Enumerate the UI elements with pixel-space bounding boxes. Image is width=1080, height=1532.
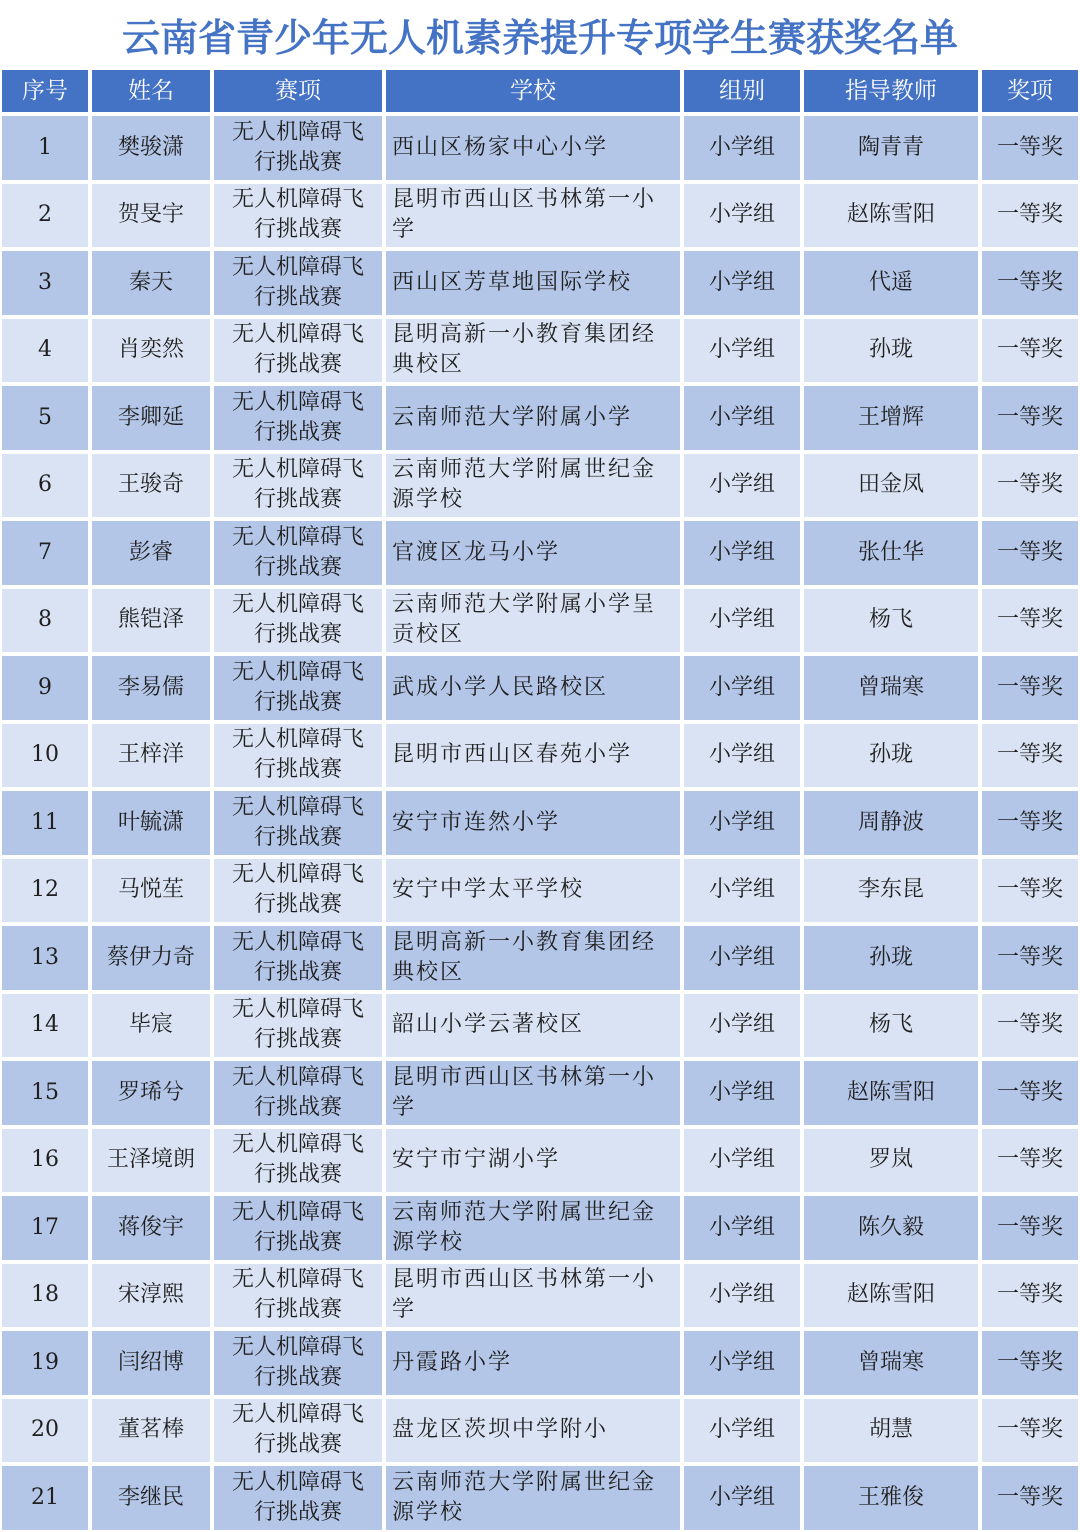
cell-event: 无人机障碍飞行挑战赛 bbox=[212, 1059, 384, 1127]
header-cell-name: 姓名 bbox=[90, 68, 212, 114]
cell-school: 昆明市西山区书林第一小学 bbox=[384, 1059, 682, 1127]
table-row bbox=[0, 992, 1080, 1060]
cell-teacher: 王增辉 bbox=[802, 384, 980, 452]
cell-group: 小学组 bbox=[682, 1127, 802, 1195]
table-header-row bbox=[0, 68, 1080, 114]
cell-school: 云南师范大学附属世纪金源学校 bbox=[384, 1464, 682, 1532]
cell-name: 蒋俊宇 bbox=[90, 1194, 212, 1262]
cell-name: 王泽境朗 bbox=[90, 1127, 212, 1195]
cell-school: 官渡区龙马小学 bbox=[384, 519, 682, 587]
cell-number: 19 bbox=[0, 1329, 90, 1397]
cell-group: 小学组 bbox=[682, 452, 802, 520]
cell-name: 李继民 bbox=[90, 1464, 212, 1532]
cell-school: 武成小学人民路校区 bbox=[384, 654, 682, 722]
cell-teacher: 赵陈雪阳 bbox=[802, 182, 980, 250]
cell-teacher: 周静波 bbox=[802, 789, 980, 857]
cell-school: 西山区杨家中心小学 bbox=[384, 114, 682, 182]
table-row bbox=[0, 452, 1080, 520]
header-cell-number: 序号 bbox=[0, 68, 90, 114]
cell-name: 马悦苼 bbox=[90, 857, 212, 925]
header-cell-group: 组别 bbox=[682, 68, 802, 114]
cell-school: 昆明高新一小教育集团经典校区 bbox=[384, 317, 682, 385]
cell-event: 无人机障碍飞行挑战赛 bbox=[212, 587, 384, 655]
cell-number: 1 bbox=[0, 114, 90, 182]
cell-teacher: 孙珑 bbox=[802, 317, 980, 385]
cell-event: 无人机障碍飞行挑战赛 bbox=[212, 519, 384, 587]
table-row bbox=[0, 722, 1080, 790]
cell-award: 一等奖 bbox=[980, 924, 1080, 992]
cell-number: 13 bbox=[0, 924, 90, 992]
cell-event: 无人机障碍飞行挑战赛 bbox=[212, 249, 384, 317]
cell-teacher: 杨飞 bbox=[802, 587, 980, 655]
cell-number: 8 bbox=[0, 587, 90, 655]
cell-school: 云南师范大学附属世纪金源学校 bbox=[384, 1194, 682, 1262]
cell-award: 一等奖 bbox=[980, 587, 1080, 655]
cell-school: 云南师范大学附属小学 bbox=[384, 384, 682, 452]
cell-number: 3 bbox=[0, 249, 90, 317]
cell-school: 昆明市西山区书林第一小学 bbox=[384, 182, 682, 250]
table-row bbox=[0, 1127, 1080, 1195]
table-row bbox=[0, 789, 1080, 857]
table-row bbox=[0, 587, 1080, 655]
cell-school: 安宁市宁湖小学 bbox=[384, 1127, 682, 1195]
cell-school: 昆明市西山区书林第一小学 bbox=[384, 1262, 682, 1330]
cell-event: 无人机障碍飞行挑战赛 bbox=[212, 789, 384, 857]
cell-award: 一等奖 bbox=[980, 114, 1080, 182]
page-title: 云南省青少年无人机素养提升专项学生赛获奖名单 bbox=[121, 15, 958, 60]
cell-teacher: 孙珑 bbox=[802, 924, 980, 992]
cell-event: 无人机障碍飞行挑战赛 bbox=[212, 857, 384, 925]
cell-group: 小学组 bbox=[682, 182, 802, 250]
cell-group: 小学组 bbox=[682, 992, 802, 1060]
cell-group: 小学组 bbox=[682, 1194, 802, 1262]
header-cell-teacher: 指导教师 bbox=[802, 68, 980, 114]
award-table bbox=[0, 68, 1080, 1532]
cell-name: 叶毓潇 bbox=[90, 789, 212, 857]
cell-event: 无人机障碍飞行挑战赛 bbox=[212, 182, 384, 250]
cell-name: 贺旻宇 bbox=[90, 182, 212, 250]
cell-teacher: 胡慧 bbox=[802, 1397, 980, 1465]
cell-number: 21 bbox=[0, 1464, 90, 1532]
cell-event: 无人机障碍飞行挑战赛 bbox=[212, 1194, 384, 1262]
table-row bbox=[0, 317, 1080, 385]
cell-award: 一等奖 bbox=[980, 654, 1080, 722]
cell-group: 小学组 bbox=[682, 1397, 802, 1465]
cell-group: 小学组 bbox=[682, 722, 802, 790]
cell-teacher: 曾瑞寒 bbox=[802, 1329, 980, 1397]
cell-award: 一等奖 bbox=[980, 317, 1080, 385]
cell-event: 无人机障碍飞行挑战赛 bbox=[212, 1397, 384, 1465]
cell-name: 闫绍博 bbox=[90, 1329, 212, 1397]
cell-event: 无人机障碍飞行挑战赛 bbox=[212, 1262, 384, 1330]
cell-number: 5 bbox=[0, 384, 90, 452]
cell-group: 小学组 bbox=[682, 1059, 802, 1127]
cell-school: 云南师范大学附属世纪金源学校 bbox=[384, 452, 682, 520]
table-row bbox=[0, 182, 1080, 250]
cell-number: 9 bbox=[0, 654, 90, 722]
cell-name: 王骏奇 bbox=[90, 452, 212, 520]
cell-name: 毕宸 bbox=[90, 992, 212, 1060]
cell-group: 小学组 bbox=[682, 1464, 802, 1532]
cell-group: 小学组 bbox=[682, 1329, 802, 1397]
table-row bbox=[0, 1194, 1080, 1262]
cell-award: 一等奖 bbox=[980, 857, 1080, 925]
cell-teacher: 陈久毅 bbox=[802, 1194, 980, 1262]
cell-number: 7 bbox=[0, 519, 90, 587]
header-cell-award: 奖项 bbox=[980, 68, 1080, 114]
cell-group: 小学组 bbox=[682, 1262, 802, 1330]
table-row bbox=[0, 1059, 1080, 1127]
cell-award: 一等奖 bbox=[980, 1262, 1080, 1330]
cell-school: 韶山小学云著校区 bbox=[384, 992, 682, 1060]
table-row bbox=[0, 1329, 1080, 1397]
cell-name: 秦天 bbox=[90, 249, 212, 317]
cell-number: 10 bbox=[0, 722, 90, 790]
cell-group: 小学组 bbox=[682, 317, 802, 385]
cell-award: 一等奖 bbox=[980, 182, 1080, 250]
cell-event: 无人机障碍飞行挑战赛 bbox=[212, 992, 384, 1060]
header-cell-event: 赛项 bbox=[212, 68, 384, 114]
table-row bbox=[0, 1262, 1080, 1330]
cell-event: 无人机障碍飞行挑战赛 bbox=[212, 722, 384, 790]
cell-number: 6 bbox=[0, 452, 90, 520]
cell-teacher: 李东昆 bbox=[802, 857, 980, 925]
cell-event: 无人机障碍飞行挑战赛 bbox=[212, 452, 384, 520]
cell-group: 小学组 bbox=[682, 384, 802, 452]
cell-name: 王梓洋 bbox=[90, 722, 212, 790]
cell-award: 一等奖 bbox=[980, 1397, 1080, 1465]
table-row bbox=[0, 384, 1080, 452]
cell-award: 一等奖 bbox=[980, 384, 1080, 452]
cell-teacher: 赵陈雪阳 bbox=[802, 1262, 980, 1330]
cell-group: 小学组 bbox=[682, 789, 802, 857]
cell-teacher: 罗岚 bbox=[802, 1127, 980, 1195]
header-cell-school: 学校 bbox=[384, 68, 682, 114]
table-row bbox=[0, 654, 1080, 722]
table-row bbox=[0, 1464, 1080, 1532]
cell-award: 一等奖 bbox=[980, 249, 1080, 317]
cell-number: 15 bbox=[0, 1059, 90, 1127]
cell-school: 昆明市西山区春苑小学 bbox=[384, 722, 682, 790]
cell-name: 宋淳熙 bbox=[90, 1262, 212, 1330]
table-body bbox=[0, 114, 1080, 1532]
table-row bbox=[0, 924, 1080, 992]
cell-number: 16 bbox=[0, 1127, 90, 1195]
cell-event: 无人机障碍飞行挑战赛 bbox=[212, 1127, 384, 1195]
cell-name: 熊铠泽 bbox=[90, 587, 212, 655]
cell-teacher: 孙珑 bbox=[802, 722, 980, 790]
cell-school: 西山区芳草地国际学校 bbox=[384, 249, 682, 317]
cell-teacher: 曾瑞寒 bbox=[802, 654, 980, 722]
cell-award: 一等奖 bbox=[980, 1059, 1080, 1127]
cell-number: 2 bbox=[0, 182, 90, 250]
cell-teacher: 田金凤 bbox=[802, 452, 980, 520]
cell-teacher: 陶青青 bbox=[802, 114, 980, 182]
table-row bbox=[0, 857, 1080, 925]
cell-school: 盘龙区茨坝中学附小 bbox=[384, 1397, 682, 1465]
cell-school: 安宁市连然小学 bbox=[384, 789, 682, 857]
cell-group: 小学组 bbox=[682, 249, 802, 317]
cell-award: 一等奖 bbox=[980, 519, 1080, 587]
cell-teacher: 赵陈雪阳 bbox=[802, 1059, 980, 1127]
cell-name: 肖奕然 bbox=[90, 317, 212, 385]
cell-teacher: 张仕华 bbox=[802, 519, 980, 587]
cell-name: 李易儒 bbox=[90, 654, 212, 722]
cell-number: 20 bbox=[0, 1397, 90, 1465]
cell-number: 11 bbox=[0, 789, 90, 857]
cell-number: 18 bbox=[0, 1262, 90, 1330]
cell-school: 云南师范大学附属小学呈贡校区 bbox=[384, 587, 682, 655]
cell-teacher: 王雅俊 bbox=[802, 1464, 980, 1532]
cell-school: 安宁中学太平学校 bbox=[384, 857, 682, 925]
cell-group: 小学组 bbox=[682, 924, 802, 992]
cell-name: 樊骏潇 bbox=[90, 114, 212, 182]
cell-award: 一等奖 bbox=[980, 722, 1080, 790]
cell-group: 小学组 bbox=[682, 587, 802, 655]
cell-event: 无人机障碍飞行挑战赛 bbox=[212, 924, 384, 992]
cell-teacher: 代遥 bbox=[802, 249, 980, 317]
cell-number: 17 bbox=[0, 1194, 90, 1262]
cell-name: 彭睿 bbox=[90, 519, 212, 587]
cell-award: 一等奖 bbox=[980, 452, 1080, 520]
table-row bbox=[0, 114, 1080, 182]
cell-award: 一等奖 bbox=[980, 789, 1080, 857]
cell-event: 无人机障碍飞行挑战赛 bbox=[212, 384, 384, 452]
cell-teacher: 杨飞 bbox=[802, 992, 980, 1060]
cell-group: 小学组 bbox=[682, 654, 802, 722]
cell-award: 一等奖 bbox=[980, 1127, 1080, 1195]
cell-award: 一等奖 bbox=[980, 992, 1080, 1060]
cell-number: 14 bbox=[0, 992, 90, 1060]
cell-school: 昆明高新一小教育集团经典校区 bbox=[384, 924, 682, 992]
cell-name: 罗琋兮 bbox=[90, 1059, 212, 1127]
cell-school: 丹霞路小学 bbox=[384, 1329, 682, 1397]
cell-name: 董茗棒 bbox=[90, 1397, 212, 1465]
cell-event: 无人机障碍飞行挑战赛 bbox=[212, 317, 384, 385]
cell-number: 4 bbox=[0, 317, 90, 385]
cell-number: 12 bbox=[0, 857, 90, 925]
cell-award: 一等奖 bbox=[980, 1464, 1080, 1532]
cell-award: 一等奖 bbox=[980, 1194, 1080, 1262]
cell-name: 蔡伊力奇 bbox=[90, 924, 212, 992]
cell-group: 小学组 bbox=[682, 519, 802, 587]
cell-event: 无人机障碍飞行挑战赛 bbox=[212, 1464, 384, 1532]
table-row bbox=[0, 1397, 1080, 1465]
table-row bbox=[0, 519, 1080, 587]
cell-event: 无人机障碍飞行挑战赛 bbox=[212, 654, 384, 722]
table-row bbox=[0, 249, 1080, 317]
cell-event: 无人机障碍飞行挑战赛 bbox=[212, 1329, 384, 1397]
cell-group: 小学组 bbox=[682, 114, 802, 182]
cell-group: 小学组 bbox=[682, 857, 802, 925]
cell-name: 李卿延 bbox=[90, 384, 212, 452]
cell-event: 无人机障碍飞行挑战赛 bbox=[212, 114, 384, 182]
cell-award: 一等奖 bbox=[980, 1329, 1080, 1397]
